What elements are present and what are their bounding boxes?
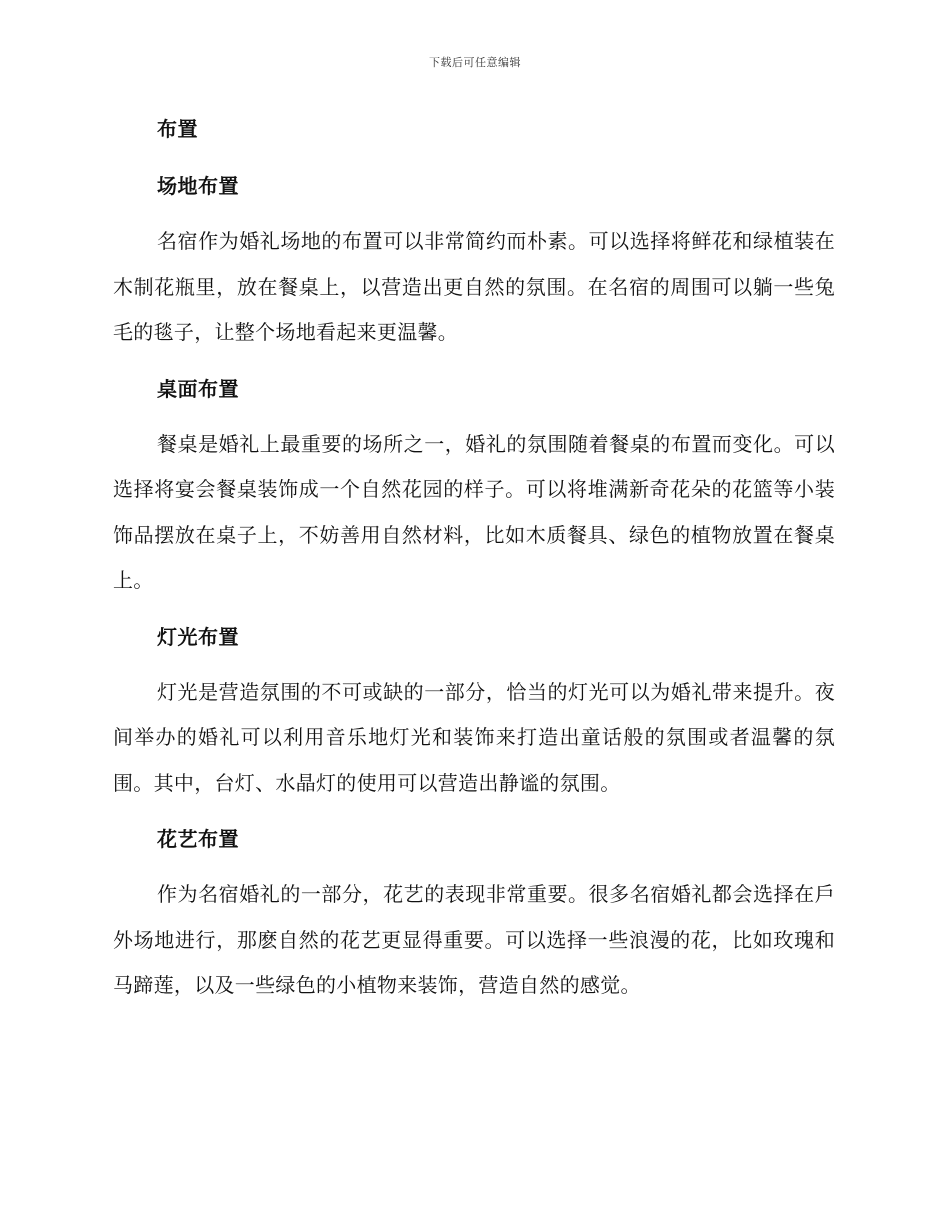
- section-paragraph: 灯光是营造氛围的不可或缺的一部分，恰当的灯光可以为婚礼带来提升。夜间举办的婚礼可以利用音乐地灯光和装饰来打造出童话般的氛围或者温馨的氛围。其中，台灯、水晶灯的使用可以营造出静谧的氛围。: [113, 679, 835, 795]
- section-heading: 场地布置: [157, 174, 239, 198]
- section-heading: 灯光布置: [157, 624, 239, 649]
- document-title: 布置: [157, 117, 198, 141]
- document-body: [113, 108, 835, 1021]
- section-paragraph: 作为名宿婚礼的一部分，花艺的表现非常重要。很多名宿婚礼都会选择在戶外场地进行，那麽自然的花艺更显得重要。可以选择一些浪漫的花，比如玫瑰和马蹄莲，以及一些绿色的小植物来装饰，营造自然的感觉。: [113, 882, 835, 997]
- section-floral: [113, 818, 835, 1009]
- section-paragraph: 餐桌是婚礼上最重要的场所之一，婚礼的氛围随着餐桌的布置而变化。可以选择将宴会餐桌装饰成一个自然花园的样子。可以将堆满新奇花朵的花篮等小装饰品摆放在桌子上，不妨善用自然材料，比如木质餐具、绿色的植物放置在餐桌上。: [113, 431, 835, 592]
- section-table: [113, 368, 835, 604]
- section-venue: [113, 165, 835, 356]
- section-paragraph: 名宿作为婚礼场地的布置可以非常简约而朴素。可以选择将鲜花和绿植装在木制花瓶里，放在餐桌上，以营造出更自然的氛围。在名宿的周围可以躺一些兔毛的毯子，让整个场地看起来更温馨。: [113, 229, 835, 344]
- page-header-note: 下载后可任意编辑: [429, 56, 521, 69]
- section-heading: 花艺布置: [157, 827, 239, 851]
- section-lighting: [113, 616, 835, 807]
- section-heading: 桌面布置: [157, 376, 239, 401]
